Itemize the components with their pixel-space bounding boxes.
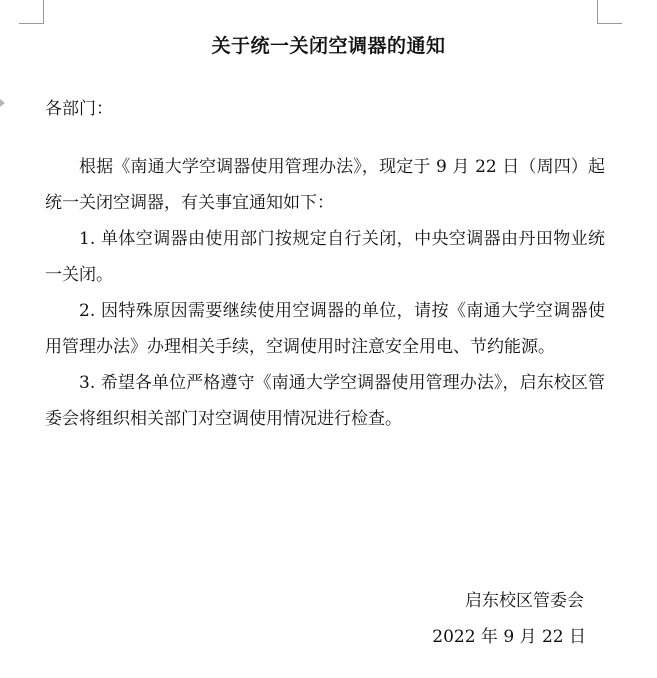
crop-mark-top-right [597,0,598,24]
body-paragraph-item-2: 2. 因特殊原因需要继续使用空调器的单位，请按《南通大学空调器使用管理办法》办理相关手续，空调使用时注意安全用电、节约能源。 [45,301,605,357]
crop-mark-top-left [43,0,44,24]
signature-issuer: 启东校区管委会 [465,591,584,611]
body-paragraph-item-1: 1. 单体空调器由使用部门按规定自行关闭，中央空调器由丹田物业统一关闭。 [45,229,605,285]
signature-date: 2022 年 9 月 22 日 [432,627,586,647]
salutation: 各部门： [45,99,113,119]
crop-mark-top-right [597,23,622,24]
crop-mark-top-left [19,23,44,24]
body-paragraph-item-3: 3. 希望各单位严格遵守《南通大学空调器使用管理办法》，启东校区管委会将组织相关部门对空调使用情况进行检查。 [45,373,605,429]
margin-marker-icon [0,99,5,107]
document-title: 关于统一关闭空调器的通知 [211,35,446,57]
document-body [45,149,605,437]
body-paragraph-intro: 根据《南通大学空调器使用管理办法》，现定于 9 月 22 日（周四）起统一关闭空调器，有关事宜通知如下： [45,157,605,213]
